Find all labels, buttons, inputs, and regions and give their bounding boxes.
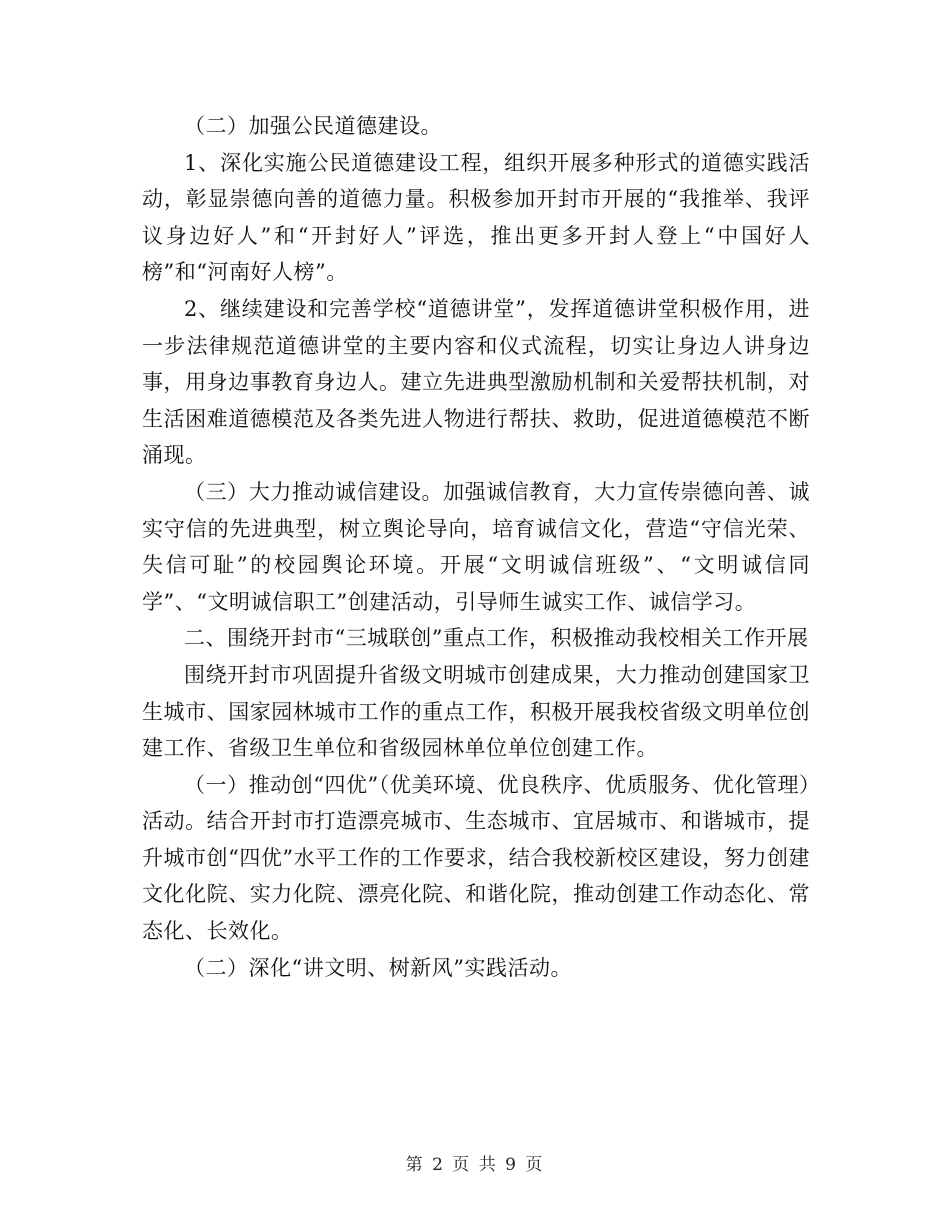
document-body	[142, 108, 810, 986]
page-number-footer: 第 2 页 共 9 页	[405, 1155, 545, 1175]
paragraph-civilized-city: 围绕开封市巩固提升省级文明城市创建成果，大力推动创建国家卫生城市、国家园林城市工作的重点工作，积极开展我校省级文明单位创建工作、省级卫生单位和省级园林单位单位创建工作。	[142, 662, 810, 761]
paragraph-moral-project: 1、深化实施公民道德建设工程，组织开展多种形式的道德实践活动，彰显崇德向善的道德力量。积极参加开封市开展的“我推举、我评议身边好人”和“开封好人”评选，推出更多开封人登上“中国好人榜”和“河南好人榜”。	[142, 150, 810, 285]
paragraph-four-excellences: （一）推动创“四优”（优美环境、优良秩序、优质服务、优化管理）活动。结合开封市打造漂亮城市、生态城市、宜居城市、和谐城市，提升城市创“四优”水平工作的工作要求，结合我校新校区建设，努力创建文化化院、实力化院、漂亮化院、和谐化院，推动创建工作动态化、常态化、长效化。	[142, 772, 810, 944]
paragraph-moral-lecture-hall: 2、继续建设和完善学校“道德讲堂”，发挥道德讲堂积极作用，进一步法律规范道德讲堂的主要内容和仪式流程，切实让身边人讲身边事，用身边事教育身边人。建立先进典型激励机制和关爱帮扶机制，对生活困难道德模范及各类先进人物进行帮扶、救助，促进道德模范不断涌现。	[142, 296, 810, 468]
paragraph-integrity-building: （三）大力推动诚信建设。加强诚信教育，大力宣传崇德向善、诚实守信的先进典型，树立舆论导向，培育诚信文化，营造“守信光荣、失信可耻”的校园舆论环境。开展“文明诚信班级”、“文明诚信同学”、“文明诚信职工”创建活动，引导师生诚实工作、诚信学习。	[142, 479, 810, 614]
paragraph-civility-practice: （二）深化“讲文明、树新风”实践活动。	[184, 955, 572, 980]
section-heading-citizen-morality: （二）加强公民道德建设。	[184, 114, 442, 138]
section-heading-three-cities: 二、围绕开封市“三城联创”重点工作，积极推动我校相关工作开展	[184, 626, 809, 651]
